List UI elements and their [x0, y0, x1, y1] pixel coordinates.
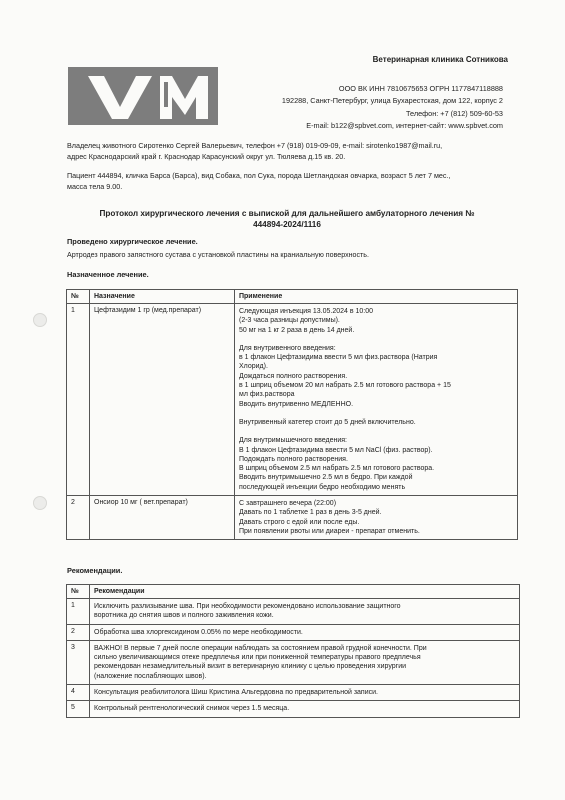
spacer — [239, 409, 513, 418]
patient-line: Пациент 444894, кличка Барса (Барса), вид Собака, пол Сука, порода Шетландская овчарка, возраст 5 лет 7 мес., — [67, 171, 451, 180]
instruction-line: в 1 шприц объемом 20 мл набрать 2.5 мл готового раствора + 15 — [239, 382, 451, 390]
table-row — [67, 701, 520, 717]
table-row — [67, 599, 520, 625]
usage-instructions — [235, 304, 518, 496]
instruction-line: мл физ.раствора — [239, 391, 295, 399]
protocol-number: 444894-2024/1116 — [253, 220, 321, 229]
column-header-recommendation: Рекомендации — [90, 585, 520, 599]
surgery-text: Артродез правого запястного сустава с установкой пластины на краниальную поверхность. — [67, 251, 369, 259]
punch-hole — [33, 496, 47, 510]
instruction-line: Для внутривенного введения: — [239, 344, 336, 352]
document-title — [67, 208, 507, 230]
recommendation-line: Консультация реабилитолога Шиш Кристина Альгердовна по предварительной записи. — [94, 689, 378, 697]
spacer — [239, 335, 513, 344]
instruction-line: (2-3 часа разницы допустимы). — [239, 317, 340, 325]
usage-instructions — [235, 496, 518, 540]
column-header-name: Назначение — [90, 290, 235, 304]
title-line: Протокол хирургического лечения с выпиской для дальнейшего амбулаторного лечения № — [99, 209, 475, 218]
instruction-line: Вводить внутривенно МЕДЛЕННО. — [239, 400, 354, 408]
punch-hole — [33, 313, 47, 327]
table-row — [67, 685, 520, 701]
instruction-line: Хлорид). — [239, 363, 268, 371]
row-number: 5 — [67, 701, 90, 717]
clinic-requisites: ООО ВК ИНН 7810675653 ОГРН 1177847118888 — [338, 84, 503, 93]
instruction-line: Подождать полного растворения. — [239, 455, 348, 463]
recommendation-line: сильно увеличивающимся отеке предплечья или при пониженной температуры правого предплечья — [94, 654, 421, 662]
instruction-line: Давать строго с едой или после еды. — [239, 518, 360, 526]
owner-line: Владелец животного Сиротенко Сергей Валерьевич, телефон +7 (918) 019-09-09, e-mail: sirotenko1987@mail.ru, — [67, 141, 443, 150]
clinic-address: 192288, Санкт-Петербург, улица Бухарестская, дом 122, корпус 2 — [281, 96, 503, 106]
patient-weight: масса тела 9.00. — [67, 181, 123, 191]
instruction-line: Давать по 1 таблетке 1 раз в день 3-5 дней. — [239, 509, 382, 517]
table-header-row — [67, 290, 518, 304]
clinic-logo — [68, 67, 218, 125]
clinic-email-site: E-mail: b122@spbvet.com, интернет-сайт: www.spbvet.com — [306, 120, 503, 130]
owner-address: адрес Краснодарский край г. Краснодар Карасунский округ ул. Тюляева д.15 кв. 20. — [67, 151, 346, 161]
column-header-usage: Применение — [235, 290, 518, 304]
instruction-line: В шприц объемом 2.5 мл набрать 2.5 мл готового раствора. — [239, 465, 435, 473]
prescriptions-heading: Назначенное лечение. — [67, 270, 149, 279]
recommendation-line: Обработка шва хлоргексидином 0.05% по мере необходимости. — [94, 628, 303, 636]
recommendation-text — [90, 640, 520, 684]
recommendation-line: Контрольный рентгенологический снимок через 1.5 месяца. — [94, 705, 290, 713]
table-row — [67, 496, 518, 540]
instruction-line: В 1 флакон Цефтазидима ввести 5 мл NaCl (физ. раствор). — [239, 446, 433, 454]
owner-info — [67, 141, 517, 162]
clinic-name: Ветеринарная клиника Сотникова — [372, 55, 508, 64]
table-row — [67, 624, 520, 640]
drug-name: Онсиор 10 мг ( вет.препарат) — [90, 496, 235, 540]
instruction-line: в 1 флакон Цефтазидима ввести 5 мл физ.раствора (Натрия — [239, 354, 438, 362]
recommendation-line: ВАЖНО! В первые 7 дней после операции наблюдать за состоянием правой грудной конечности. При — [94, 644, 427, 652]
clinic-contacts — [282, 83, 503, 132]
recommendation-text — [90, 685, 520, 701]
row-number: 4 — [67, 685, 90, 701]
row-number: 1 — [67, 599, 90, 625]
spacer — [239, 427, 513, 436]
column-header-num: № — [67, 585, 90, 599]
instruction-line: Внутривенный катетер стоит до 5 дней включительно. — [239, 418, 416, 426]
clinic-phone: Телефон: +7 (812) 509-60-53 — [405, 108, 503, 118]
instruction-line: Вводить внутримышечно 2.5 мл в бедро. При каждой — [239, 474, 413, 482]
instruction-line: Следующая инъекция 13.05.2024 в 10:00 — [239, 308, 374, 315]
column-header-num: № — [67, 290, 90, 304]
row-number: 1 — [67, 304, 90, 496]
recommendation-text — [90, 624, 520, 640]
row-number: 2 — [67, 624, 90, 640]
prescriptions-table — [66, 289, 518, 540]
recommendation-line: (наложение послабляющих швов). — [94, 672, 207, 680]
patient-info — [67, 171, 517, 192]
table-row — [67, 640, 520, 684]
instruction-line: 50 мг на 1 кг 2 раза в день 14 дней. — [239, 326, 355, 334]
instruction-line: последующей инъекции бедро необходимо менять — [239, 483, 406, 491]
instruction-line: Дождаться полного растворения. — [239, 372, 348, 380]
recommendation-line: рекомендован незамедлительный визит в ветеринарную клинику с целью проведения хирургии — [94, 663, 407, 671]
table-row — [67, 304, 518, 496]
recommendation-line: воротника до снятия швов и полного заживления кожи. — [94, 612, 274, 620]
instruction-line: При появлении рвоты или диареи - препарат отменить. — [239, 527, 420, 535]
recommendations-heading: Рекомендации. — [67, 566, 123, 575]
row-number: 2 — [67, 496, 90, 540]
instruction-line: С завтрашнего вечера (22:00) — [239, 500, 337, 508]
row-number: 3 — [67, 640, 90, 684]
recommendations-table — [66, 584, 520, 718]
recommendation-text — [90, 701, 520, 717]
instruction-line: Для внутримышечного введения: — [239, 437, 348, 445]
drug-name: Цефтазидим 1 гр (мед.препарат) — [90, 304, 235, 496]
recommendation-line: Исключить разлизывание шва. При необходимости рекомендовано использование защитного — [94, 603, 401, 610]
recommendation-text — [90, 599, 520, 625]
surgery-heading: Проведено хирургическое лечение. — [67, 237, 198, 246]
table-header-row — [67, 585, 520, 599]
